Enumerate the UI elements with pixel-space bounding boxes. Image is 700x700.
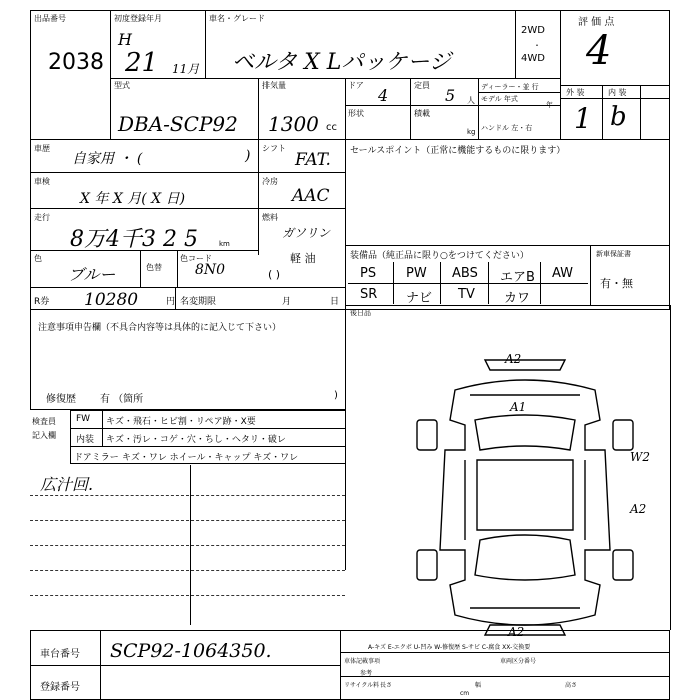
equipment-navi: ナビ bbox=[406, 291, 433, 306]
exterior-label: 外 装 bbox=[566, 88, 585, 97]
inspector-block bbox=[30, 410, 346, 465]
after-label: 後日品 bbox=[350, 309, 371, 317]
classification-label: 車両区分番号 bbox=[500, 658, 537, 665]
equipment-grid bbox=[348, 262, 588, 304]
ac-value: AAC bbox=[292, 186, 330, 206]
equipment-aw: AW bbox=[552, 266, 574, 281]
car-damage-diagram bbox=[395, 350, 655, 640]
sales-point-label: セールスポイント（正常に機能するものに限ります） bbox=[350, 146, 566, 156]
color-value: ブルー bbox=[68, 265, 116, 284]
equipment-ps: PS bbox=[360, 266, 377, 281]
handwritten-note: 広汁回. bbox=[40, 475, 94, 494]
color-code-label: 色コード bbox=[180, 254, 212, 263]
era: H bbox=[118, 30, 132, 49]
reg-year: 21 bbox=[125, 48, 159, 78]
fuel-value: ガソリン bbox=[282, 226, 331, 240]
capacity-value: 5 bbox=[445, 86, 456, 105]
interior-label: 内 装 bbox=[608, 88, 627, 97]
model-label: 型式 bbox=[114, 81, 130, 90]
load-label: 積載 bbox=[414, 109, 430, 118]
equipment-airbag: エアB bbox=[500, 270, 535, 285]
chassis-label: 車台番号 bbox=[40, 649, 80, 660]
fuel-alt: 軽 油 bbox=[290, 252, 316, 265]
recycle-value: 10280 bbox=[84, 290, 139, 310]
equipment-tv: TV bbox=[458, 287, 475, 302]
capacity-label: 定員 bbox=[414, 81, 430, 90]
inspector-label2: 記入欄 bbox=[32, 431, 56, 440]
equipment-leather: カワ bbox=[504, 291, 531, 306]
recycle-fee-label: リサイクル料 bbox=[344, 682, 380, 689]
new-warranty-value: 有・無 bbox=[600, 277, 633, 290]
inspection-label: 車検 bbox=[34, 177, 50, 186]
year-unit: 年 bbox=[546, 101, 553, 109]
displacement-value: 1300 bbox=[268, 112, 319, 136]
mileage-label: 走行 bbox=[34, 213, 50, 222]
exterior-score: 1 bbox=[574, 102, 592, 135]
notes-label: 注意事項申告欄（不具合内容等は具体的に記入じて下さい） bbox=[38, 323, 282, 333]
model-code: DBA-SCP92 bbox=[118, 112, 238, 136]
damage-mark-a1: A1 bbox=[510, 400, 527, 414]
inspector-row-interior-text: キズ・汚レ・コゲ・穴・ちし・ヘタリ・破レ bbox=[106, 435, 286, 445]
shift-value: FAT. bbox=[295, 150, 331, 170]
damage-mark-a2-bottom: A2 bbox=[508, 625, 525, 639]
width-label: 幅 bbox=[475, 682, 482, 689]
displacement-label: 排気量 bbox=[262, 81, 286, 90]
inspector-label1: 検査員 bbox=[32, 417, 56, 426]
fuel-label: 燃料 bbox=[262, 213, 278, 222]
inspector-row-fw-text: キズ・飛石・ヒビ割・リペア跡・X要 bbox=[106, 417, 256, 427]
damage-mark-a2-top: A2 bbox=[505, 352, 522, 366]
equipment-label: 装備品（純正品に限り○をつけてください） bbox=[350, 251, 529, 261]
mileage-unit: km bbox=[219, 240, 230, 248]
equipment-abs: ABS bbox=[452, 266, 478, 281]
month-unit: 月 bbox=[282, 297, 292, 307]
repair-value: 有 （箇所 bbox=[100, 394, 144, 405]
repair-label: 修復歴 bbox=[46, 394, 76, 405]
inspector-row-fw: FW bbox=[76, 414, 91, 424]
chassis-value: SCP92-1064350. bbox=[110, 640, 272, 662]
capacity-unit: 人 bbox=[467, 96, 475, 105]
first-reg-label: 初度登録年月 bbox=[114, 14, 162, 23]
legal-label: 車体記載事項 bbox=[344, 658, 381, 665]
inspector-row-interior: 内装 bbox=[76, 435, 95, 445]
drive-4wd: 4WD bbox=[521, 53, 545, 64]
damage-mark-a2-right: A2 bbox=[630, 502, 647, 516]
equipment-sr: SR bbox=[360, 287, 378, 302]
day-unit: 日 bbox=[330, 297, 340, 307]
color-code-value: 8N0 bbox=[195, 262, 226, 278]
door-label: ドア bbox=[348, 81, 364, 90]
shape-label: 形状 bbox=[348, 109, 364, 118]
dealer-label: ディーラー・並 行 bbox=[481, 83, 539, 91]
lot-number: 2038 bbox=[48, 50, 104, 75]
damage-mark-w2: W2 bbox=[630, 450, 650, 464]
drive-2wd: 2WD bbox=[521, 25, 545, 36]
reg-month: 11月 bbox=[172, 62, 200, 76]
score-value: 4 bbox=[586, 28, 612, 74]
handle-label: ハンドル 左・右 bbox=[481, 124, 533, 132]
inspector-row-mirror-text: キズ・ワレ ホイール・キャップ キズ・ワレ bbox=[122, 453, 299, 463]
usage-value: 自家用 ・ ( bbox=[72, 151, 143, 167]
drive-dot: ・ bbox=[533, 41, 541, 50]
length-label: 長さ bbox=[380, 682, 393, 689]
reg-label: 登録番号 bbox=[40, 682, 80, 693]
inspection-value: X 年 X 月( X 日) bbox=[80, 191, 186, 207]
load-unit: kg bbox=[467, 128, 476, 136]
lot-label: 出品番号 bbox=[34, 14, 66, 23]
repair-close: ) bbox=[334, 390, 338, 401]
model-year-label: モデル 年式 bbox=[481, 95, 518, 103]
ref-label: 参考 bbox=[360, 670, 373, 677]
recycle-unit: 円 bbox=[166, 297, 176, 307]
usage-label: 車歴 bbox=[34, 144, 50, 153]
mileage-value: 8万4千3 2 5 bbox=[70, 227, 198, 252]
recycle-label: R券 bbox=[34, 297, 50, 307]
score-label: 評 価 点 bbox=[578, 17, 615, 28]
displacement-unit: cc bbox=[326, 122, 337, 133]
color-label: 色 bbox=[34, 254, 42, 263]
equipment-pw: PW bbox=[406, 266, 427, 281]
car-name: ベルタ X Lパッケージ bbox=[232, 50, 451, 75]
inspector-row-mirror: ドアミラー bbox=[74, 453, 119, 463]
fuel-paren: ( ) bbox=[268, 268, 281, 281]
car-name-label: 車名・グレード bbox=[209, 14, 265, 23]
color-change-label: 色替 bbox=[146, 263, 162, 272]
shift-label: シフト bbox=[262, 144, 286, 153]
name-change-label: 名変期限 bbox=[180, 297, 217, 307]
cm-unit: cm bbox=[460, 690, 470, 697]
interior-score: b bbox=[610, 102, 627, 132]
doors-value: 4 bbox=[378, 86, 389, 105]
height-label: 高さ bbox=[565, 682, 578, 689]
usage-close: ) bbox=[245, 148, 251, 164]
legend: A-キズ E-エクボ U-凹み W-修復歴 S-サビ C-腐食 XX-交換要 bbox=[368, 644, 531, 651]
new-warranty-label: 新車保証書 bbox=[596, 250, 631, 258]
ac-label: 冷房 bbox=[262, 177, 278, 186]
